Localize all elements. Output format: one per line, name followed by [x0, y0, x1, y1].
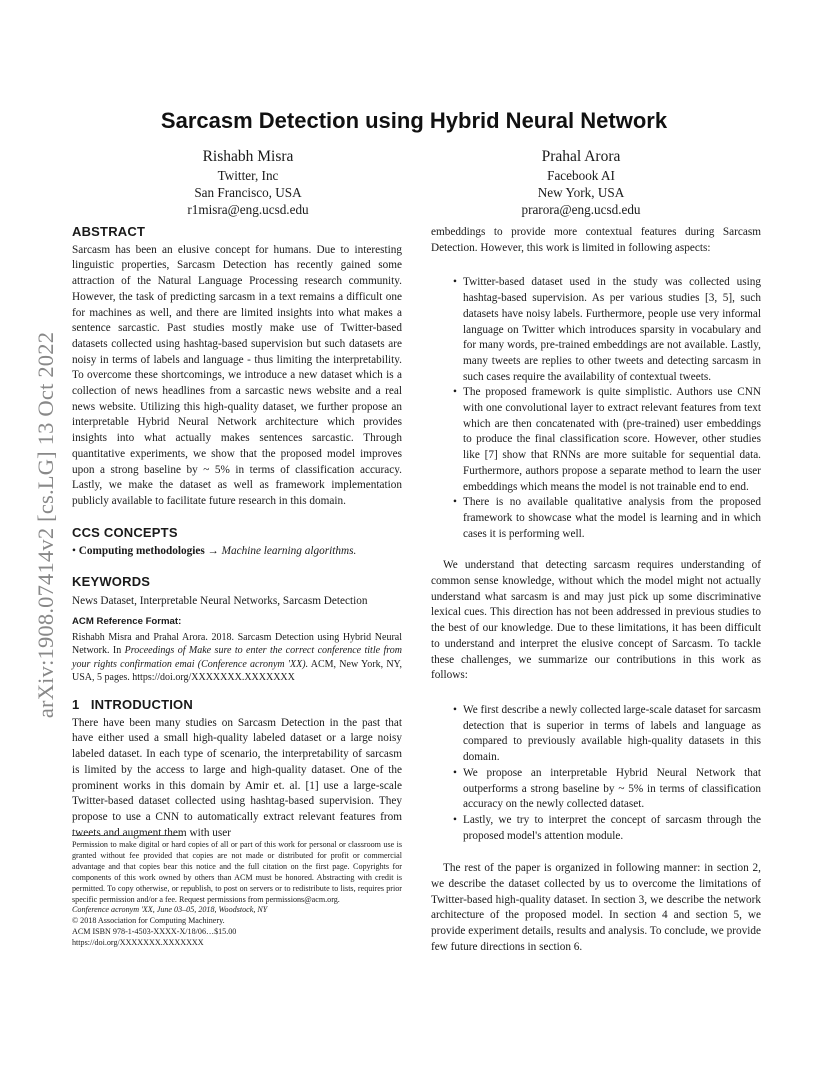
ccs-concept: Computing methodologies: [78, 545, 205, 558]
paper-title: Sarcasm Detection using Hybrid Neural Network: [160, 108, 668, 133]
introduction-heading: [72, 697, 402, 713]
bullet-icon: •: [453, 276, 457, 289]
author-block-2: [451, 147, 711, 218]
acm-reference-authors: Rishabh Misra and Prahal Arora. 2018. Sarcasm Detection using Hybrid Neural Network. In: [72, 632, 402, 657]
acm-reference-venue: Proceedings of Make sure to enter the correct conference title from your rights confirmation emai (Conference acronym 'XX).: [72, 645, 402, 670]
paragraph-organization: The rest of the paper is organized in following manner: in section 2, we describe the dataset collected by us to overcome the limitations of Twitter-based high-quality dataset. In section 3, we describe the network architecture of the proposed model. In section 4 and section 5, we provide experiment details, results and analysis. To conclude, we provide few future directions in section 6.: [431, 862, 761, 953]
keywords-text: News Dataset, Interpretable Neural Networks, Sarcasm Detection: [72, 594, 368, 607]
author-name: Prahal Arora: [541, 148, 621, 165]
author-email: r1misra@eng.ucsd.edu: [187, 202, 309, 217]
keywords-heading: KEYWORDS: [72, 574, 151, 590]
doi-line: https://doi.org/XXXXXXX.XXXXXXX: [72, 938, 204, 948]
ccs-heading: CCS CONCEPTS: [72, 524, 178, 540]
arxiv-stamp-text: arXiv:1908.07414v2 [cs.LG] 13 Oct 2022: [33, 331, 59, 719]
introduction-number: 1: [72, 696, 80, 712]
list-item: • We propose an interpretable Hybrid Neural Network that outperforms a strong baseline by ~ 5% in terms of classification accuracy on the newly collected dataset.: [453, 766, 761, 811]
ccs-bullet: •: [72, 545, 76, 558]
intro-continued: embeddings to provide more contextual features during Sarcasm Detection. However, this work is limited in following aspects:: [431, 226, 761, 254]
bullet-icon: •: [453, 386, 457, 399]
bullet-icon: •: [453, 813, 457, 826]
acm-reference-publisher: ACM, New York, NY, USA, 5 pages. https://doi.org/XXXXXXX.XXXXXXX: [72, 658, 402, 683]
list-item: • Lastly, we try to interpret the concept of sarcasm through the proposed model's attention module.: [453, 813, 761, 842]
acm-reference-heading: ACM Reference Format:: [72, 616, 182, 628]
left-column: [72, 224, 402, 841]
introduction-text: There have been many studies on Sarcasm Detection in the past that have either used a small high-quality labeled dataset or a large noisy labeled dataset. In each type of scenario, the interpretability of sarcasm is limited by the access to large and high-quality dataset. One of the prominent works in this domain by Amir et. al. [1] use a large-scale Twitter-based dataset collected using hashtag-based supervision. They propose to use a CNN to automatically extract relevant features from tweets and augment them with user: [72, 716, 402, 839]
arxiv-stamp: [26, 290, 66, 760]
author-location: San Francisco, USA: [194, 185, 302, 200]
right-column: [431, 225, 761, 956]
limitations-list: [431, 275, 761, 542]
abstract-text: Sarcasm has been an elusive concept for humans. Due to interesting linguistic properties, Sarcasm Detection has recently gained some attraction of the Natural Language Processing research community. However, the task of predicting sarcasm in a text remains a difficult one for machines as well, and there are limited insights into what makes a sentence sarcastic. Past studies mostly make use of Twitter-based datasets collected using hashtag-based supervision but such datasets are noisy in terms of labels and language - thus limiting the interpretability. To overcome these shortcomings, we introduce a new dataset which is a collection of news headlines from a sarcastic news website and a real news website. Utilizing this high-quality dataset, we further propose an interpretable Hybrid Neural Network architecture which provides insights into what actually makes sentences sarcastic. Through quantitative experiments, we show that the proposed model improves upon a strong baseline by ~ 5% in terms of classification accuracy. Lastly, we make the dataset as well as framework implementation publicly available to facilitate future research in this domain.: [72, 243, 402, 507]
author-block-1: [118, 147, 378, 218]
footnote-rule: [72, 835, 182, 836]
ccs-concepts: [72, 544, 402, 560]
ccs-arrow: →: [207, 545, 219, 558]
author-name: Rishabh Misra: [202, 148, 294, 165]
author-affiliation: Twitter, Inc: [217, 168, 279, 183]
copyright-footnote: [72, 835, 402, 949]
contributions-list: [431, 703, 761, 844]
author-affiliation: Facebook AI: [547, 168, 615, 183]
author-location: New York, USA: [537, 185, 625, 200]
list-item: • The proposed framework is quite simplistic. Authors use CNN with one convolutional layer to extract relevant features from text which are then concatenated with (pre-trained) user embeddings to produce the final classification score. However, other studies like [7] show that RNNs are more suitable for sequential data. Furthermore, authors propose a separate method to learn the user embeddings which means the model is not trainable end to end.: [453, 386, 761, 493]
ccs-subconcept: Machine learning algorithms.: [221, 545, 357, 558]
list-item: • We first describe a newly collected large-scale dataset for sarcasm detection that is superior in terms of labels and language as compared to previously available high-quality datasets in this domain.: [453, 703, 761, 764]
introduction-title: INTRODUCTION: [90, 696, 193, 712]
list-item: • Twitter-based dataset used in the study was collected using hashtag-based supervision. As per various studies [3, 5], such datasets have noisy labels. Furthermore, people use very informal language on Twitter which introduces sparsity in vocabulary and for many words, pre-trained embeddings are not available. Lastly, many tweets are replies to other tweets and detecting sarcasm in such cases require the availability of contextual tweets.: [453, 276, 761, 383]
copyright-line: © 2018 Association for Computing Machinery.: [72, 916, 225, 926]
paragraph-common-sense: We understand that detecting sarcasm requires understanding of common sense knowledge, without which the model might not actually understand what sarcasm is and may just pick up some discriminative lexical cues. This direction has not been addressed in previous studies to the best of our knowledge. Due to these limitations, it has been difficult to understand and interpret the elusive concept of Sarcasm. To tackle these challenges, we summarize our contributions in this work as follows:: [431, 559, 761, 682]
acm-reference-text: [72, 631, 402, 684]
isbn-line: ACM ISBN 978-1-4503-XXXX-X/18/06…$15.00: [72, 927, 237, 937]
bullet-icon: •: [453, 766, 457, 779]
bullet-icon: •: [453, 496, 457, 509]
list-item: • There is no available qualitative analysis from the proposed framework to showcase what the model is learning and in which cases it is performing well.: [453, 496, 761, 540]
abstract-heading: ABSTRACT: [72, 224, 146, 239]
permission-notice: Permission to make digital or hard copies of all or part of this work for personal or classroom use is granted without fee provided that copies are not made or distributed for profit or commercial advantage and that copies bear this notice and the full citation on the first page. Copyrights for components of this work owned by others than ACM must be honored. Abstracting with credit is permitted. To copy otherwise, or republish, to post on servers or to redistribute to lists, requires prior specific permission and/or a fee. Request permissions from permissions@acm.org.: [72, 840, 402, 904]
conference-info: Conference acronym 'XX, June 03–05, 2018, Woodstock, NY: [72, 905, 268, 915]
bullet-icon: •: [453, 703, 457, 716]
author-email: prarora@eng.ucsd.edu: [521, 202, 641, 217]
